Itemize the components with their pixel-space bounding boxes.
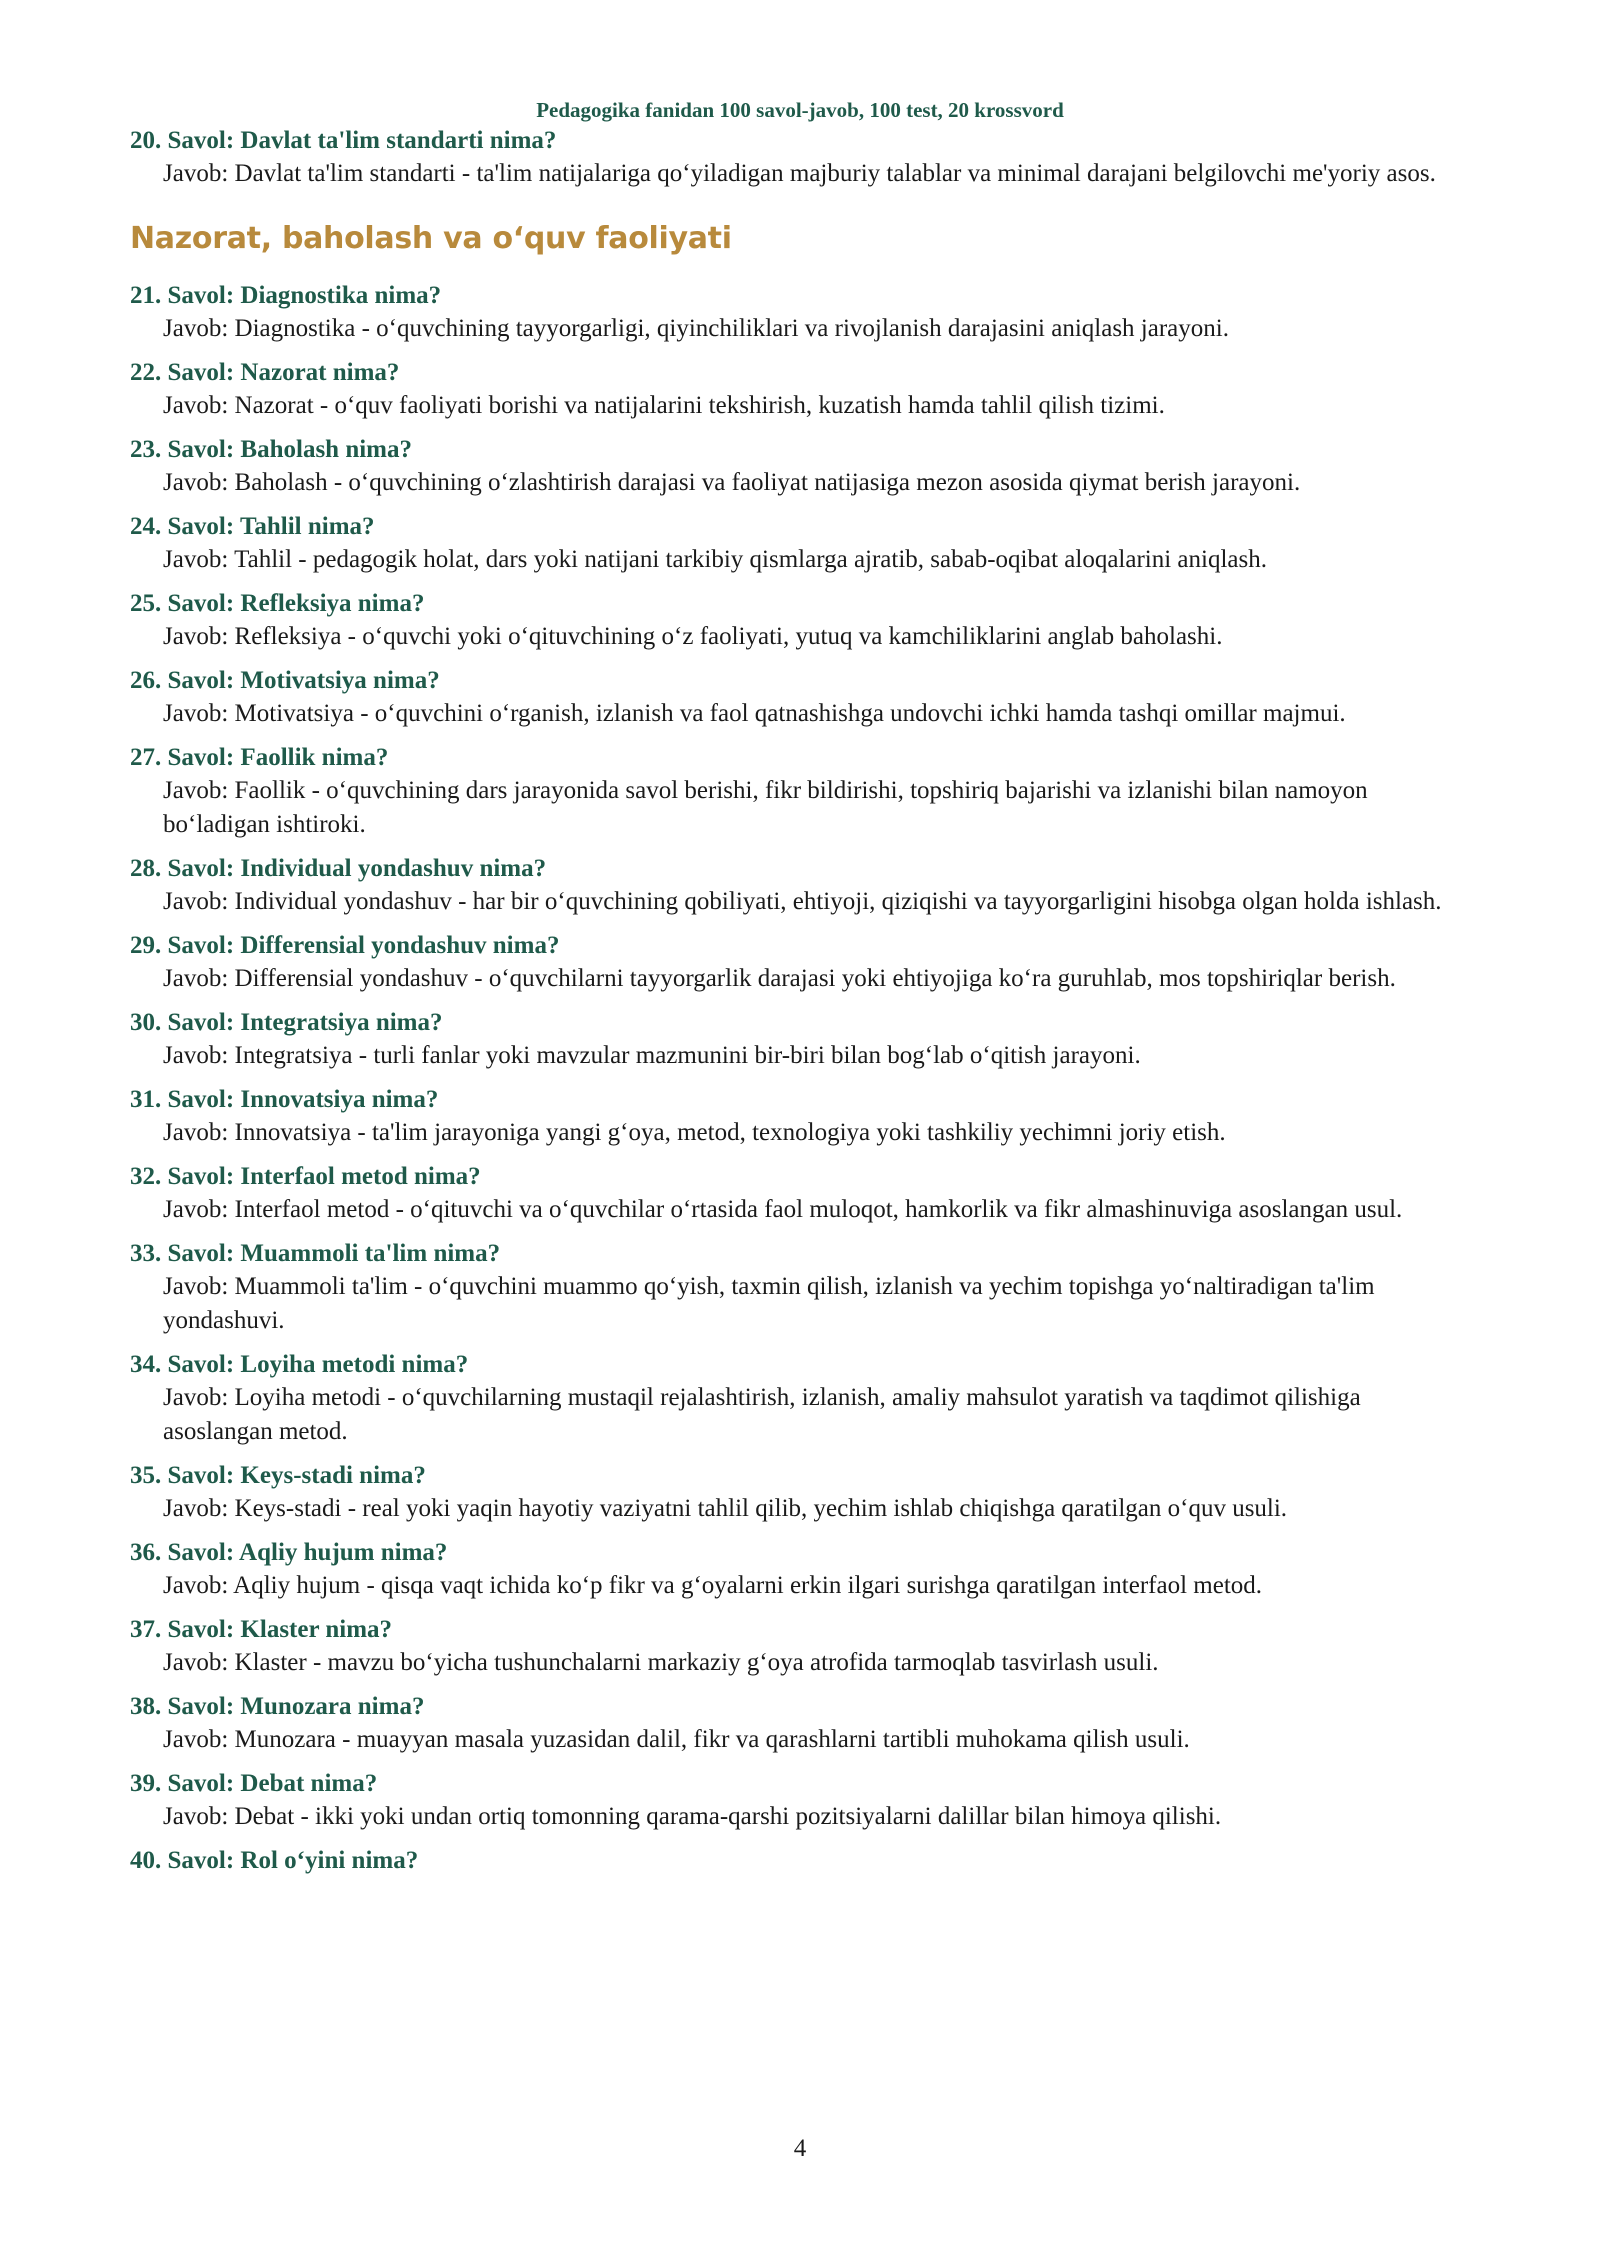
intro-list: [130, 124, 1470, 191]
qa-item: [130, 1237, 1470, 1338]
answer-text: Javob: Nazorat - o‘quv faoliyati borishi va natijalarini tekshirish, kuzatish hamda tahlil qilish tizimi.: [163, 392, 1165, 419]
answer-text: Javob: Motivatsiya - o‘quvchini o‘rganish, izlanish va faol qatnashishga undovchi ichki hamda tashqi omillar majmui.: [163, 700, 1346, 727]
answer-text: Javob: Klaster - mavzu bo‘yicha tushunchalarni markaziy g‘oya atrofida tarmoqlab tasvirlash usuli.: [163, 1649, 1159, 1676]
answer-text: Javob: Baholash - o‘quvchining o‘zlashtirish darajasi va faoliyat natijasiga mezon asosida qiymat berish jarayoni.: [163, 469, 1301, 496]
question-text: 34. Savol: Loyiha metodi nima?: [130, 1351, 469, 1378]
qa-item: [130, 1613, 1470, 1680]
qa-item: [130, 664, 1470, 731]
qa-item: [130, 1690, 1470, 1757]
qa-item: [130, 124, 1470, 191]
answer-text: Javob: Faollik - o‘quvchining dars jarayonida savol berishi, fikr bildirishi, topshiriq bajarishi va izlanishi bilan namoyon bo‘ladigan ishtiroki.: [163, 777, 1368, 838]
question-text: 40. Savol: Rol o‘yini nima?: [130, 1847, 419, 1874]
question-text: 33. Savol: Muammoli ta'lim nima?: [130, 1240, 501, 1267]
question-text: 39. Savol: Debat nima?: [130, 1770, 378, 1797]
qa-item: [130, 1083, 1470, 1150]
answer-text: Javob: Debat - ikki yoki undan ortiq tomonning qarama-qarshi pozitsiyalarni dalillar bilan himoya qilishi.: [163, 1803, 1222, 1830]
question-text: 35. Savol: Keys-stadi nima?: [130, 1462, 426, 1489]
question-text: 21. Savol: Diagnostika nima?: [130, 282, 442, 309]
question-text: 25. Savol: Refleksiya nima?: [130, 590, 425, 617]
qa-item: [130, 1459, 1470, 1526]
qa-item: [130, 510, 1470, 577]
answer-text: Javob: Interfaol metod - o‘qituvchi va o‘quvchilar o‘rtasida faol muloqot, hamkorlik va fikr almashinuviga asoslangan usul.: [163, 1196, 1403, 1223]
qa-item: [130, 587, 1470, 654]
answer-text: Javob: Munozara - muayyan masala yuzasidan dalil, fikr va qarashlarni tartibli muhokama qilish usuli.: [163, 1726, 1190, 1753]
question-text: 31. Savol: Innovatsiya nima?: [130, 1086, 439, 1113]
qa-item: [130, 1160, 1470, 1227]
question-text: 30. Savol: Integratsiya nima?: [130, 1009, 443, 1036]
document-body: [130, 124, 1470, 1877]
question-text: 38. Savol: Munozara nima?: [130, 1693, 425, 1720]
answer-text: Javob: Davlat ta'lim standarti - ta'lim natijalariga qo‘yiladigan majburiy talablar va minimal darajani belgilovchi me'yoriy asos.: [163, 160, 1436, 187]
page-number: 4: [793, 2135, 807, 2162]
question-text: 28. Savol: Individual yondashuv nima?: [130, 855, 547, 882]
section-heading: Nazorat, baholash va o‘quv faoliyati: [130, 221, 732, 256]
qa-item: [130, 433, 1470, 500]
answer-text: Javob: Aqliy hujum - qisqa vaqt ichida ko‘p fikr va g‘oyalarni erkin ilgari surishga qaratilgan interfaol metod.: [163, 1572, 1263, 1599]
question-text: 20. Savol: Davlat ta'lim standarti nima?: [130, 127, 557, 154]
answer-text: Javob: Tahlil - pedagogik holat, dars yoki natijani tarkibiy qismlarga ajratib, sabab-oqibat aloqalarini aniqlash.: [163, 546, 1267, 573]
answer-text: Javob: Integratsiya - turli fanlar yoki mavzular mazmunini bir-biri bilan bog‘lab o‘qitish jarayoni.: [163, 1042, 1141, 1069]
answer-text: Javob: Loyiha metodi - o‘quvchilarning mustaqil rejalashtirish, izlanish, amaliy mahsulot yaratish va taqdimot qilishiga asoslangan metod.: [163, 1384, 1361, 1445]
answer-text: Javob: Differensial yondashuv - o‘quvchilarni tayyorgarlik darajasi yoki ehtiyojiga ko‘ra guruhlab, mos topshiriqlar berish.: [163, 965, 1396, 992]
qa-item: [130, 279, 1470, 346]
qa-item: [130, 1348, 1470, 1449]
question-text: 36. Savol: Aqliy hujum nima?: [130, 1539, 448, 1566]
qa-item: [130, 741, 1470, 842]
question-text: 26. Savol: Motivatsiya nima?: [130, 667, 440, 694]
question-text: 22. Savol: Nazorat nima?: [130, 359, 400, 386]
qa-item: [130, 1767, 1470, 1834]
qa-item: [130, 1536, 1470, 1603]
answer-text: Javob: Individual yondashuv - har bir o‘quvchining qobiliyati, ehtiyoji, qiziqishi va tayyorgarligini hisobga olgan holda ishlash.: [163, 888, 1442, 915]
question-text: 24. Savol: Tahlil nima?: [130, 513, 375, 540]
answer-text: Javob: Muammoli ta'lim - o‘quvchini muammo qo‘yish, taxmin qilish, izlanish va yechim topishga yo‘naltiradigan ta'lim yondashuvi.: [163, 1273, 1375, 1334]
question-text: 27. Savol: Faollik nima?: [130, 744, 389, 771]
qa-list: [130, 279, 1470, 1877]
answer-text: Javob: Refleksiya - o‘quvchi yoki o‘qituvchining o‘z faoliyati, yutuq va kamchiliklarini anglab baholashi.: [163, 623, 1223, 650]
question-text: 29. Savol: Differensial yondashuv nima?: [130, 932, 560, 959]
answer-text: Javob: Diagnostika - o‘quvchining tayyorgarligi, qiyinchiliklari va rivojlanish darajasini aniqlash jarayoni.: [163, 315, 1229, 342]
question-text: 37. Savol: Klaster nima?: [130, 1616, 393, 1643]
qa-item: [130, 356, 1470, 423]
qa-item: [130, 1844, 1470, 1877]
qa-item: [130, 929, 1470, 996]
running-header: Pedagogika fanidan 100 savol-javob, 100 test, 20 krossvord: [536, 98, 1064, 122]
answer-text: Javob: Keys-stadi - real yoki yaqin hayotiy vaziyatni tahlil qilib, yechim ishlab chiqishga qaratilgan o‘quv usuli.: [163, 1495, 1288, 1522]
qa-item: [130, 852, 1470, 919]
qa-item: [130, 1006, 1470, 1073]
question-text: 32. Savol: Interfaol metod nima?: [130, 1163, 481, 1190]
question-text: 23. Savol: Baholash nima?: [130, 436, 413, 463]
answer-text: Javob: Innovatsiya - ta'lim jarayoniga yangi g‘oya, metod, texnologiya yoki tashkiliy yechimni joriy etish.: [163, 1119, 1226, 1146]
